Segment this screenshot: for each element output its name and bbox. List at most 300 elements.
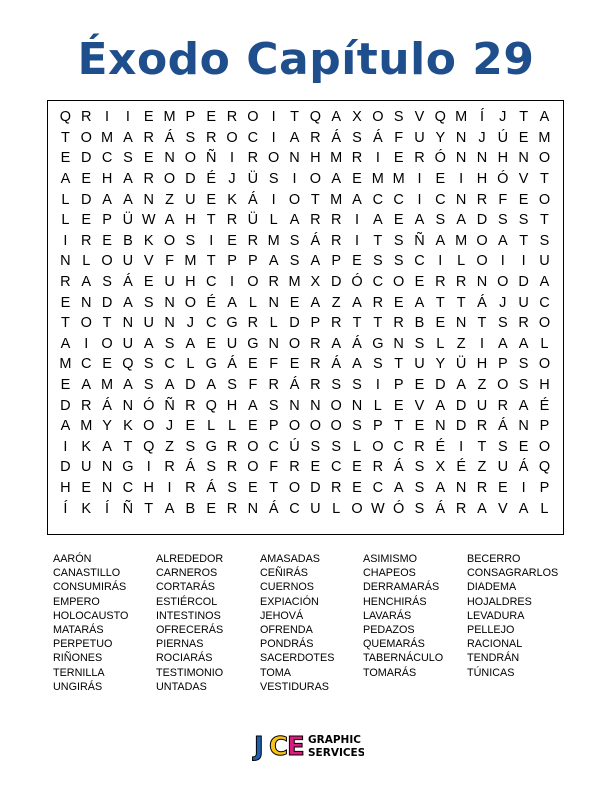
grid-cell[interactable]: Ó bbox=[393, 500, 405, 517]
grid-cell[interactable]: E bbox=[143, 109, 154, 126]
grid-cell[interactable]: R bbox=[226, 109, 238, 126]
grid-cell[interactable]: E bbox=[352, 459, 362, 476]
grid-cell[interactable]: R bbox=[81, 397, 92, 414]
grid-cell[interactable]: R bbox=[455, 274, 467, 291]
grid-cell[interactable]: E bbox=[393, 212, 404, 229]
grid-cell[interactable]: I bbox=[84, 335, 89, 352]
grid-cell[interactable]: I bbox=[63, 438, 68, 455]
grid-cell[interactable]: A bbox=[123, 294, 133, 311]
grid-cell[interactable]: I bbox=[417, 191, 422, 208]
grid-cell[interactable]: O bbox=[247, 109, 259, 126]
grid-cell[interactable]: M bbox=[184, 253, 197, 270]
grid-cell[interactable]: A bbox=[456, 212, 466, 229]
grid-cell[interactable]: O bbox=[247, 438, 259, 455]
grid-cell[interactable]: H bbox=[143, 479, 154, 496]
grid-cell[interactable]: S bbox=[518, 356, 529, 373]
grid-cell[interactable]: N bbox=[268, 294, 279, 311]
grid-cell[interactable]: N bbox=[60, 253, 71, 270]
grid-cell[interactable]: D bbox=[455, 397, 467, 414]
grid-cell[interactable]: E bbox=[497, 479, 508, 496]
grid-cell[interactable]: O bbox=[538, 150, 551, 167]
grid-cell[interactable]: Ó bbox=[351, 274, 363, 291]
grid-cell[interactable]: Z bbox=[165, 438, 174, 455]
grid-cell[interactable]: H bbox=[497, 150, 509, 167]
grid-cell[interactable]: E bbox=[60, 294, 71, 311]
grid-cell[interactable]: Á bbox=[477, 294, 487, 311]
grid-cell[interactable]: O bbox=[247, 274, 259, 291]
grid-cell[interactable]: O bbox=[101, 335, 113, 352]
grid-cell[interactable]: L bbox=[457, 253, 466, 270]
grid-cell[interactable]: Ó bbox=[434, 150, 446, 167]
grid-cell[interactable]: E bbox=[352, 171, 362, 188]
grid-cell[interactable]: Á bbox=[248, 191, 258, 208]
grid-cell[interactable]: A bbox=[477, 500, 487, 517]
grid-cell[interactable]: E bbox=[206, 109, 217, 126]
grid-cell[interactable]: E bbox=[248, 418, 258, 435]
grid-cell[interactable]: É bbox=[206, 171, 217, 188]
grid-cell[interactable]: Q bbox=[59, 109, 72, 126]
grid-cell[interactable]: A bbox=[497, 232, 508, 249]
grid-cell[interactable]: T bbox=[206, 253, 216, 270]
grid-cell[interactable]: A bbox=[414, 294, 425, 311]
grid-cell[interactable]: M bbox=[101, 377, 114, 394]
grid-cell[interactable]: Á bbox=[331, 356, 342, 373]
grid-cell[interactable]: O bbox=[163, 232, 176, 249]
grid-cell[interactable]: L bbox=[540, 500, 549, 517]
grid-cell[interactable]: E bbox=[414, 274, 425, 291]
grid-cell[interactable]: D bbox=[310, 479, 321, 496]
grid-cell[interactable]: A bbox=[123, 191, 133, 208]
grid-cell[interactable]: D bbox=[455, 418, 467, 435]
grid-cell[interactable]: W bbox=[141, 212, 156, 229]
grid-cell[interactable]: M bbox=[330, 150, 343, 167]
grid-cell[interactable]: M bbox=[288, 274, 301, 291]
grid-cell[interactable]: E bbox=[352, 253, 362, 270]
grid-cell[interactable]: Á bbox=[268, 500, 279, 517]
grid-cell[interactable]: I bbox=[271, 129, 276, 146]
grid-cell[interactable]: S bbox=[143, 356, 154, 373]
grid-cell[interactable]: Z bbox=[456, 335, 466, 352]
grid-cell[interactable]: U bbox=[476, 397, 488, 414]
grid-cell[interactable]: N bbox=[101, 479, 113, 496]
grid-cell[interactable]: L bbox=[373, 397, 382, 414]
grid-cell[interactable]: O bbox=[393, 274, 405, 291]
grid-cell[interactable]: A bbox=[60, 335, 71, 352]
grid-cell[interactable]: R bbox=[226, 500, 238, 517]
grid-cell[interactable]: T bbox=[540, 171, 549, 188]
grid-cell[interactable]: E bbox=[435, 171, 446, 188]
grid-cell[interactable]: I bbox=[230, 274, 235, 291]
grid-cell[interactable]: A bbox=[435, 397, 446, 414]
grid-cell[interactable]: A bbox=[331, 109, 342, 126]
grid-cell[interactable]: L bbox=[332, 500, 341, 517]
grid-cell[interactable]: I bbox=[105, 109, 110, 126]
grid-cell[interactable]: M bbox=[455, 109, 468, 126]
grid-cell[interactable]: P bbox=[539, 418, 550, 435]
grid-cell[interactable]: N bbox=[101, 459, 113, 476]
grid-cell[interactable]: P bbox=[310, 315, 321, 332]
grid-cell[interactable]: R bbox=[143, 171, 154, 188]
grid-cell[interactable]: E bbox=[393, 150, 404, 167]
grid-cell[interactable]: R bbox=[330, 212, 342, 229]
grid-cell[interactable]: Í bbox=[105, 500, 110, 517]
grid-cell[interactable]: H bbox=[185, 274, 196, 291]
grid-cell[interactable]: I bbox=[230, 150, 235, 167]
grid-cell[interactable]: M bbox=[267, 232, 280, 249]
grid-cell[interactable]: E bbox=[414, 377, 425, 394]
grid-cell[interactable]: S bbox=[185, 232, 196, 249]
grid-cell[interactable]: A bbox=[268, 253, 279, 270]
grid-cell[interactable]: R bbox=[268, 377, 279, 394]
grid-cell[interactable]: C bbox=[205, 274, 217, 291]
grid-cell[interactable]: I bbox=[292, 171, 297, 188]
grid-cell[interactable]: J bbox=[499, 109, 507, 126]
grid-cell[interactable]: O bbox=[184, 294, 197, 311]
grid-cell[interactable]: A bbox=[414, 212, 425, 229]
grid-cell[interactable]: O bbox=[476, 232, 488, 249]
grid-cell[interactable]: N bbox=[164, 294, 175, 311]
grid-cell[interactable]: S bbox=[373, 356, 383, 373]
grid-cell[interactable]: P bbox=[227, 253, 237, 270]
grid-cell[interactable]: Q bbox=[538, 459, 551, 476]
grid-cell[interactable]: Ó bbox=[497, 171, 509, 188]
grid-cell[interactable]: T bbox=[477, 438, 487, 455]
grid-cell[interactable]: O bbox=[184, 150, 197, 167]
grid-cell[interactable]: U bbox=[122, 253, 134, 270]
grid-cell[interactable]: G bbox=[247, 335, 259, 352]
grid-cell[interactable]: S bbox=[497, 438, 508, 455]
grid-cell[interactable]: J bbox=[228, 171, 236, 188]
grid-cell[interactable]: Ñ bbox=[164, 397, 175, 414]
grid-cell[interactable]: Z bbox=[477, 377, 487, 394]
grid-cell[interactable]: D bbox=[60, 397, 71, 414]
grid-cell[interactable]: S bbox=[393, 232, 404, 249]
grid-cell[interactable]: A bbox=[435, 232, 446, 249]
grid-cell[interactable]: B bbox=[123, 232, 133, 249]
grid-cell[interactable]: I bbox=[167, 479, 172, 496]
grid-cell[interactable]: I bbox=[438, 253, 443, 270]
grid-cell[interactable]: R bbox=[60, 274, 71, 291]
grid-cell[interactable]: A bbox=[310, 253, 321, 270]
grid-cell[interactable]: M bbox=[455, 232, 468, 249]
grid-cell[interactable]: C bbox=[393, 438, 404, 455]
grid-cell[interactable]: Z bbox=[165, 191, 174, 208]
grid-cell[interactable]: N bbox=[455, 129, 467, 146]
grid-cell[interactable]: S bbox=[352, 129, 362, 146]
grid-cell[interactable]: S bbox=[227, 479, 237, 496]
grid-cell[interactable]: T bbox=[519, 232, 529, 249]
grid-cell[interactable]: H bbox=[101, 171, 113, 188]
grid-cell[interactable]: Á bbox=[206, 479, 217, 496]
grid-cell[interactable]: O bbox=[268, 150, 280, 167]
grid-cell[interactable]: M bbox=[59, 356, 72, 373]
grid-cell[interactable]: O bbox=[497, 377, 509, 394]
grid-cell[interactable]: F bbox=[248, 377, 258, 394]
grid-cell[interactable]: N bbox=[435, 418, 446, 435]
grid-cell[interactable]: A bbox=[164, 377, 175, 394]
grid-cell[interactable]: N bbox=[310, 397, 321, 414]
grid-cell[interactable]: E bbox=[60, 150, 71, 167]
grid-cell[interactable]: N bbox=[455, 191, 467, 208]
grid-cell[interactable]: N bbox=[122, 397, 134, 414]
grid-cell[interactable]: I bbox=[417, 171, 422, 188]
grid-cell[interactable]: I bbox=[500, 253, 505, 270]
grid-cell[interactable]: L bbox=[228, 418, 237, 435]
grid-cell[interactable]: Á bbox=[123, 274, 133, 291]
grid-cell[interactable]: I bbox=[354, 212, 360, 229]
grid-cell[interactable]: T bbox=[519, 109, 529, 126]
grid-cell[interactable]: R bbox=[310, 129, 321, 146]
grid-cell[interactable]: O bbox=[288, 191, 301, 208]
grid-cell[interactable]: D bbox=[185, 377, 196, 394]
grid-cell[interactable]: N bbox=[164, 315, 175, 332]
grid-cell[interactable]: P bbox=[373, 418, 383, 435]
grid-cell[interactable]: É bbox=[206, 294, 217, 311]
grid-cell[interactable]: R bbox=[497, 397, 509, 414]
grid-cell[interactable]: O bbox=[247, 459, 259, 476]
grid-cell[interactable]: I bbox=[459, 438, 464, 455]
grid-cell[interactable]: G bbox=[226, 315, 238, 332]
grid-cell[interactable]: I bbox=[209, 232, 214, 249]
grid-cell[interactable]: A bbox=[164, 500, 175, 517]
grid-cell[interactable]: M bbox=[330, 191, 343, 208]
grid-cell[interactable]: R bbox=[268, 274, 279, 291]
grid-cell[interactable]: R bbox=[205, 129, 217, 146]
grid-cell[interactable]: Ú bbox=[289, 438, 300, 455]
grid-cell[interactable]: T bbox=[435, 294, 445, 311]
grid-cell[interactable]: I bbox=[479, 335, 484, 352]
grid-cell[interactable]: Q bbox=[205, 397, 217, 414]
grid-cell[interactable]: Á bbox=[185, 459, 196, 476]
grid-cell[interactable]: O bbox=[497, 274, 509, 291]
grid-cell[interactable]: A bbox=[310, 294, 321, 311]
grid-cell[interactable]: J bbox=[165, 418, 174, 435]
grid-cell[interactable]: N bbox=[247, 500, 259, 517]
grid-cell[interactable]: U bbox=[539, 253, 550, 270]
grid-cell[interactable]: C bbox=[372, 191, 384, 208]
grid-cell[interactable]: S bbox=[102, 274, 112, 291]
grid-cell[interactable]: Y bbox=[435, 356, 446, 373]
grid-cell[interactable]: P bbox=[497, 356, 508, 373]
grid-cell[interactable]: T bbox=[352, 315, 362, 332]
grid-cell[interactable]: L bbox=[269, 212, 278, 229]
grid-cell[interactable]: E bbox=[352, 479, 362, 496]
grid-cell[interactable]: S bbox=[206, 459, 217, 476]
grid-cell[interactable]: F bbox=[165, 253, 174, 270]
grid-cell[interactable]: S bbox=[143, 377, 154, 394]
grid-cell[interactable]: A bbox=[352, 294, 362, 311]
grid-cell[interactable]: A bbox=[373, 212, 383, 229]
grid-cell[interactable]: Ó bbox=[143, 397, 155, 414]
grid-cell[interactable]: T bbox=[290, 109, 299, 126]
grid-cell[interactable]: N bbox=[143, 191, 154, 208]
grid-cell[interactable]: O bbox=[288, 479, 301, 496]
grid-cell[interactable]: T bbox=[102, 315, 112, 332]
grid-cell[interactable]: Q bbox=[143, 438, 155, 455]
grid-cell[interactable]: P bbox=[102, 212, 112, 229]
grid-cell[interactable]: L bbox=[269, 315, 278, 332]
grid-cell[interactable]: R bbox=[455, 500, 467, 517]
grid-cell[interactable]: K bbox=[81, 500, 92, 517]
grid-cell[interactable]: Á bbox=[497, 418, 508, 435]
grid-cell[interactable]: Á bbox=[352, 335, 362, 352]
grid-cell[interactable]: R bbox=[310, 212, 321, 229]
grid-cell[interactable]: A bbox=[331, 171, 342, 188]
grid-cell[interactable]: R bbox=[310, 356, 321, 373]
grid-cell[interactable]: R bbox=[289, 459, 300, 476]
grid-cell[interactable]: S bbox=[352, 418, 362, 435]
grid-cell[interactable]: Z bbox=[477, 459, 487, 476]
grid-cell[interactable]: C bbox=[268, 438, 279, 455]
grid-cell[interactable]: A bbox=[206, 377, 217, 394]
grid-cell[interactable]: A bbox=[518, 335, 529, 352]
grid-cell[interactable]: E bbox=[102, 356, 112, 373]
grid-cell[interactable]: O bbox=[372, 438, 384, 455]
grid-cell[interactable]: M bbox=[371, 171, 384, 188]
grid-cell[interactable]: C bbox=[122, 479, 134, 496]
grid-cell[interactable]: E bbox=[143, 274, 154, 291]
grid-cell[interactable]: T bbox=[540, 212, 549, 229]
grid-cell[interactable]: X bbox=[310, 274, 321, 291]
grid-cell[interactable]: D bbox=[476, 212, 488, 229]
grid-cell[interactable]: U bbox=[518, 294, 529, 311]
grid-cell[interactable]: I bbox=[271, 191, 276, 208]
grid-cell[interactable]: U bbox=[310, 500, 321, 517]
grid-cell[interactable]: E bbox=[81, 212, 92, 229]
grid-cell[interactable]: O bbox=[309, 418, 321, 435]
grid-cell[interactable]: T bbox=[269, 479, 279, 496]
grid-cell[interactable]: M bbox=[392, 171, 405, 188]
grid-cell[interactable]: J bbox=[499, 294, 507, 311]
grid-cell[interactable]: S bbox=[331, 438, 342, 455]
grid-cell[interactable]: T bbox=[60, 129, 70, 146]
grid-cell[interactable]: S bbox=[289, 232, 300, 249]
grid-cell[interactable]: A bbox=[143, 335, 154, 352]
grid-cell[interactable]: Ü bbox=[122, 212, 134, 229]
grid-cell[interactable]: H bbox=[185, 212, 196, 229]
grid-cell[interactable]: A bbox=[185, 335, 196, 352]
grid-cell[interactable]: R bbox=[226, 212, 238, 229]
grid-cell[interactable]: C bbox=[393, 191, 404, 208]
grid-cell[interactable]: P bbox=[248, 253, 258, 270]
grid-cell[interactable]: C bbox=[372, 479, 384, 496]
grid-cell[interactable]: R bbox=[247, 315, 259, 332]
grid-cell[interactable]: R bbox=[247, 232, 259, 249]
grid-cell[interactable]: B bbox=[185, 500, 196, 517]
grid-cell[interactable]: É bbox=[539, 397, 550, 414]
grid-cell[interactable]: O bbox=[163, 171, 176, 188]
grid-cell[interactable]: P bbox=[393, 377, 404, 394]
grid-cell[interactable]: S bbox=[435, 212, 446, 229]
grid-cell[interactable]: T bbox=[310, 191, 320, 208]
grid-cell[interactable]: C bbox=[101, 150, 113, 167]
grid-cell[interactable]: A bbox=[456, 377, 466, 394]
grid-cell[interactable]: A bbox=[289, 212, 300, 229]
grid-cell[interactable]: R bbox=[351, 150, 363, 167]
grid-cell[interactable]: L bbox=[61, 191, 70, 208]
grid-cell[interactable]: O bbox=[143, 418, 155, 435]
grid-cell[interactable]: S bbox=[352, 377, 362, 394]
grid-cell[interactable]: Í bbox=[63, 500, 68, 517]
grid-cell[interactable]: V bbox=[143, 253, 154, 270]
grid-cell[interactable]: C bbox=[205, 315, 217, 332]
grid-cell[interactable]: Y bbox=[435, 129, 446, 146]
grid-cell[interactable]: E bbox=[393, 294, 404, 311]
grid-cell[interactable]: S bbox=[497, 315, 508, 332]
grid-cell[interactable]: T bbox=[206, 212, 216, 229]
grid-cell[interactable]: N bbox=[164, 150, 175, 167]
grid-cell[interactable]: P bbox=[185, 109, 196, 126]
grid-cell[interactable]: A bbox=[60, 418, 71, 435]
grid-cell[interactable]: A bbox=[393, 479, 404, 496]
grid-cell[interactable]: I bbox=[125, 109, 130, 126]
grid-cell[interactable]: A bbox=[227, 294, 237, 311]
grid-cell[interactable]: U bbox=[122, 335, 134, 352]
grid-cell[interactable]: Q bbox=[309, 109, 321, 126]
grid-cell[interactable]: G bbox=[205, 438, 217, 455]
grid-cell[interactable]: T bbox=[373, 232, 383, 249]
grid-cell[interactable]: D bbox=[101, 294, 113, 311]
grid-cell[interactable]: A bbox=[518, 500, 529, 517]
grid-cell[interactable]: M bbox=[101, 129, 114, 146]
grid-cell[interactable]: E bbox=[248, 479, 258, 496]
grid-cell[interactable]: S bbox=[227, 377, 237, 394]
grid-cell[interactable]: E bbox=[289, 356, 300, 373]
grid-cell[interactable]: E bbox=[393, 397, 404, 414]
grid-cell[interactable]: V bbox=[518, 171, 529, 188]
grid-cell[interactable]: R bbox=[476, 479, 488, 496]
grid-cell[interactable]: A bbox=[248, 397, 258, 414]
grid-cell[interactable]: M bbox=[163, 109, 176, 126]
grid-cell[interactable]: U bbox=[414, 129, 425, 146]
grid-cell[interactable]: Á bbox=[435, 500, 446, 517]
grid-cell[interactable]: Z bbox=[331, 294, 341, 311]
grid-cell[interactable]: E bbox=[518, 191, 529, 208]
grid-cell[interactable]: E bbox=[60, 377, 71, 394]
grid-cell[interactable]: I bbox=[375, 150, 380, 167]
grid-cell[interactable]: S bbox=[414, 479, 425, 496]
grid-cell[interactable]: S bbox=[164, 335, 175, 352]
grid-cell[interactable]: F bbox=[498, 191, 508, 208]
grid-cell[interactable]: M bbox=[538, 129, 551, 146]
grid-cell[interactable]: O bbox=[309, 171, 321, 188]
grid-cell[interactable]: H bbox=[60, 479, 71, 496]
grid-cell[interactable]: A bbox=[123, 377, 133, 394]
grid-cell[interactable]: T bbox=[373, 315, 383, 332]
grid-cell[interactable]: N bbox=[393, 335, 404, 352]
grid-cell[interactable]: E bbox=[414, 418, 425, 435]
grid-cell[interactable]: Í bbox=[479, 109, 484, 126]
grid-cell[interactable]: I bbox=[271, 109, 276, 126]
grid-cell[interactable]: S bbox=[185, 438, 196, 455]
grid-cell[interactable]: G bbox=[372, 335, 384, 352]
grid-cell[interactable]: N bbox=[289, 397, 300, 414]
grid-cell[interactable]: C bbox=[164, 356, 175, 373]
grid-cell[interactable]: M bbox=[80, 418, 93, 435]
grid-cell[interactable]: O bbox=[80, 129, 92, 146]
grid-cell[interactable]: O bbox=[372, 109, 384, 126]
grid-cell[interactable]: R bbox=[476, 191, 488, 208]
grid-cell[interactable]: R bbox=[330, 315, 342, 332]
grid-cell[interactable]: T bbox=[144, 500, 154, 517]
grid-cell[interactable]: G bbox=[205, 356, 217, 373]
grid-cell[interactable]: S bbox=[289, 253, 300, 270]
grid-cell[interactable]: L bbox=[540, 335, 549, 352]
grid-cell[interactable]: T bbox=[123, 438, 133, 455]
grid-cell[interactable]: R bbox=[226, 438, 238, 455]
grid-cell[interactable]: R bbox=[143, 129, 154, 146]
grid-cell[interactable]: S bbox=[414, 459, 425, 476]
